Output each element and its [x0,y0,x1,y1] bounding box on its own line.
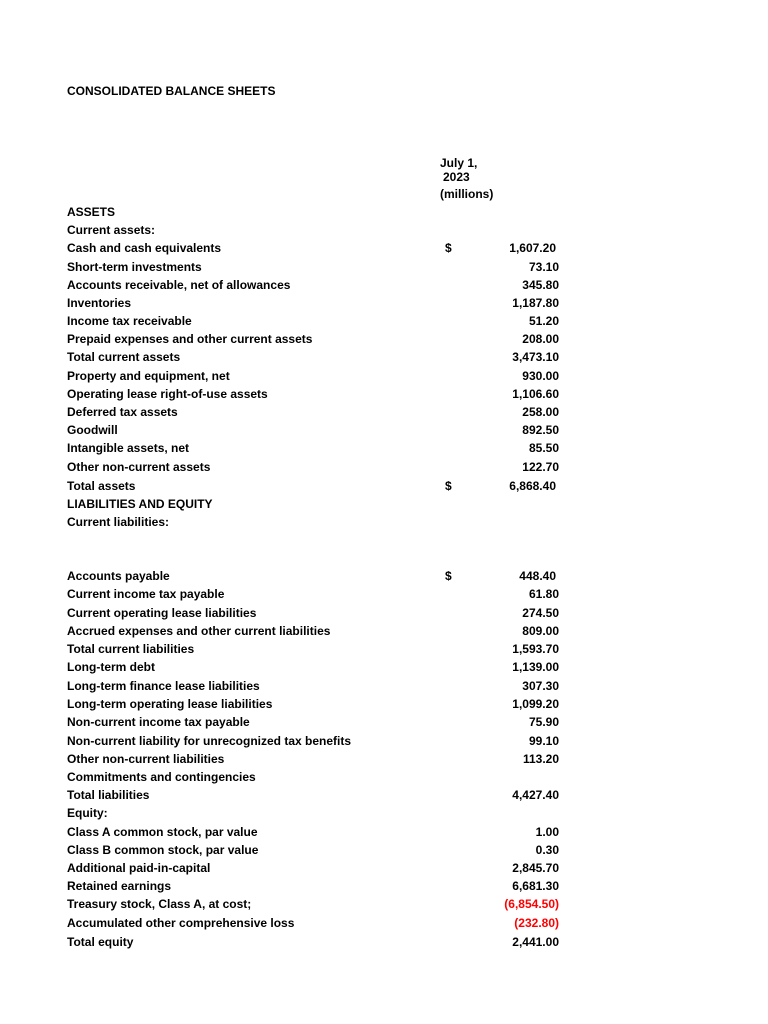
row-label: Total assets [67,479,136,493]
table-row [0,495,768,513]
table-row [0,477,768,495]
row-value: 274.50 [522,606,559,620]
row-value: 930.00 [522,369,559,383]
table-row [0,841,768,859]
table-row [0,421,768,439]
row-value: 1,593.70 [512,642,559,656]
row-value: 4,427.40 [512,788,559,802]
row-label: Additional paid-in-capital [67,861,211,875]
row-value: 1,187.80 [512,296,559,310]
row-label: Property and equipment, net [67,369,230,383]
row-value: 51.20 [528,314,559,328]
table-row [0,567,768,585]
row-value: 73.10 [528,260,559,274]
row-value: 307.30 [522,679,559,693]
table-row [0,859,768,877]
row-label: Inventories [67,296,132,310]
row-value: 113.20 [522,752,559,766]
table-row [0,258,768,276]
table-row [0,768,768,786]
row-label: Current income tax payable [67,587,225,601]
column-header [440,156,493,201]
row-label: ASSETS [67,205,116,219]
table-row [0,877,768,895]
row-value: 208.00 [522,332,559,346]
table-row [0,513,768,531]
row-label: Short-term investments [67,260,202,274]
table-row [0,804,768,822]
table-row [0,294,768,312]
row-value: 1.00 [535,825,559,839]
table-row [0,622,768,640]
row-value: 85.50 [528,441,559,455]
column-header-date: July 1, [440,156,478,170]
row-label: Long-term finance lease liabilities [67,679,260,693]
row-label: Non-current income tax payable [67,715,250,729]
row-value: (232.80) [514,916,559,930]
table-row [0,439,768,457]
table-row [0,695,768,713]
row-label: Class A common stock, par value [67,825,258,839]
table-row [0,658,768,676]
table-row [0,203,768,221]
table-row [0,786,768,804]
row-label: Equity: [67,806,108,820]
table-row [0,403,768,421]
table-row [0,385,768,403]
table-row [0,330,768,348]
row-value: 809.00 [522,624,559,638]
row-value: 2,441.00 [512,935,559,949]
row-label: Other non-current liabilities [67,752,225,766]
row-value: (6,854.50) [504,897,559,911]
row-value: 1,106.60 [512,387,559,401]
table-row [0,823,768,841]
row-label: Total current liabilities [67,642,195,656]
row-label: Total liabilities [67,788,150,802]
table-row [0,367,768,385]
row-label: Accounts receivable, net of allowances [67,278,291,292]
row-label: Class B common stock, par value [67,843,259,857]
row-value: 75.90 [528,715,559,729]
row-label: Retained earnings [67,879,172,893]
row-label: Cash and cash equivalents [67,241,222,255]
table-row [0,604,768,622]
table-row [0,895,768,913]
row-label: Current assets: [67,223,156,237]
row-label: Prepaid expenses and other current assets [67,332,313,346]
table-row [0,933,768,951]
table-row [0,276,768,294]
row-value: 1,139.00 [512,660,559,674]
table-row [0,348,768,366]
row-value: 99.10 [528,734,559,748]
row-label: Treasury stock, Class A, at cost; [67,897,252,911]
row-value: 2,845.70 [512,861,559,875]
row-value: 258.00 [522,405,559,419]
row-label: Income tax receivable [67,314,192,328]
row-value: 3,473.10 [512,350,559,364]
table-row [0,585,768,603]
row-label: Long-term operating lease liabilities [67,697,273,711]
row-value: 6,681.30 [512,879,559,893]
sheet-title: CONSOLIDATED BALANCE SHEETS [67,84,276,98]
dollar-sign: $ [445,479,452,493]
table-row [0,239,768,257]
row-label: Long-term debt [67,660,155,674]
row-label: Other non-current assets [67,460,211,474]
row-label: Deferred tax assets [67,405,178,419]
row-label: Goodwill [67,423,118,437]
row-label: Accumulated other comprehensive loss [67,916,295,930]
row-value: 1,099.20 [512,697,559,711]
row-label: Current operating lease liabilities [67,606,257,620]
row-label: LIABILITIES AND EQUITY [67,497,213,511]
row-label: Non-current liability for unrecognized tax benefits [67,734,352,748]
table-row [0,713,768,731]
column-header-year: 2023 [443,170,470,184]
row-label: Accrued expenses and other current liabilities [67,624,331,638]
row-value: 122.70 [522,460,559,474]
row-value: 345.80 [522,278,559,292]
dollar-sign: $ [445,569,452,583]
row-label: Total equity [67,935,134,949]
row-value: 0.30 [535,843,559,857]
table-row [0,221,768,239]
row-value: 1,607.20 [509,241,556,255]
table-row [0,914,768,932]
row-value: 61.80 [528,587,559,601]
table-row [0,640,768,658]
row-value: 6,868.40 [509,479,556,493]
table-row [0,458,768,476]
dollar-sign: $ [445,241,452,255]
row-value: 892.50 [522,423,559,437]
row-value: 448.40 [519,569,556,583]
table-row [0,312,768,330]
row-label: Commitments and contingencies [67,770,256,784]
row-label: Accounts payable [67,569,170,583]
table-row [0,732,768,750]
row-label: Current liabilities: [67,515,170,529]
row-label: Total current assets [67,350,181,364]
table-row [0,750,768,768]
column-header-units: (millions) [440,187,494,201]
row-label: Intangible assets, net [67,441,190,455]
table-row [0,677,768,695]
row-label: Operating lease right-of-use assets [67,387,268,401]
